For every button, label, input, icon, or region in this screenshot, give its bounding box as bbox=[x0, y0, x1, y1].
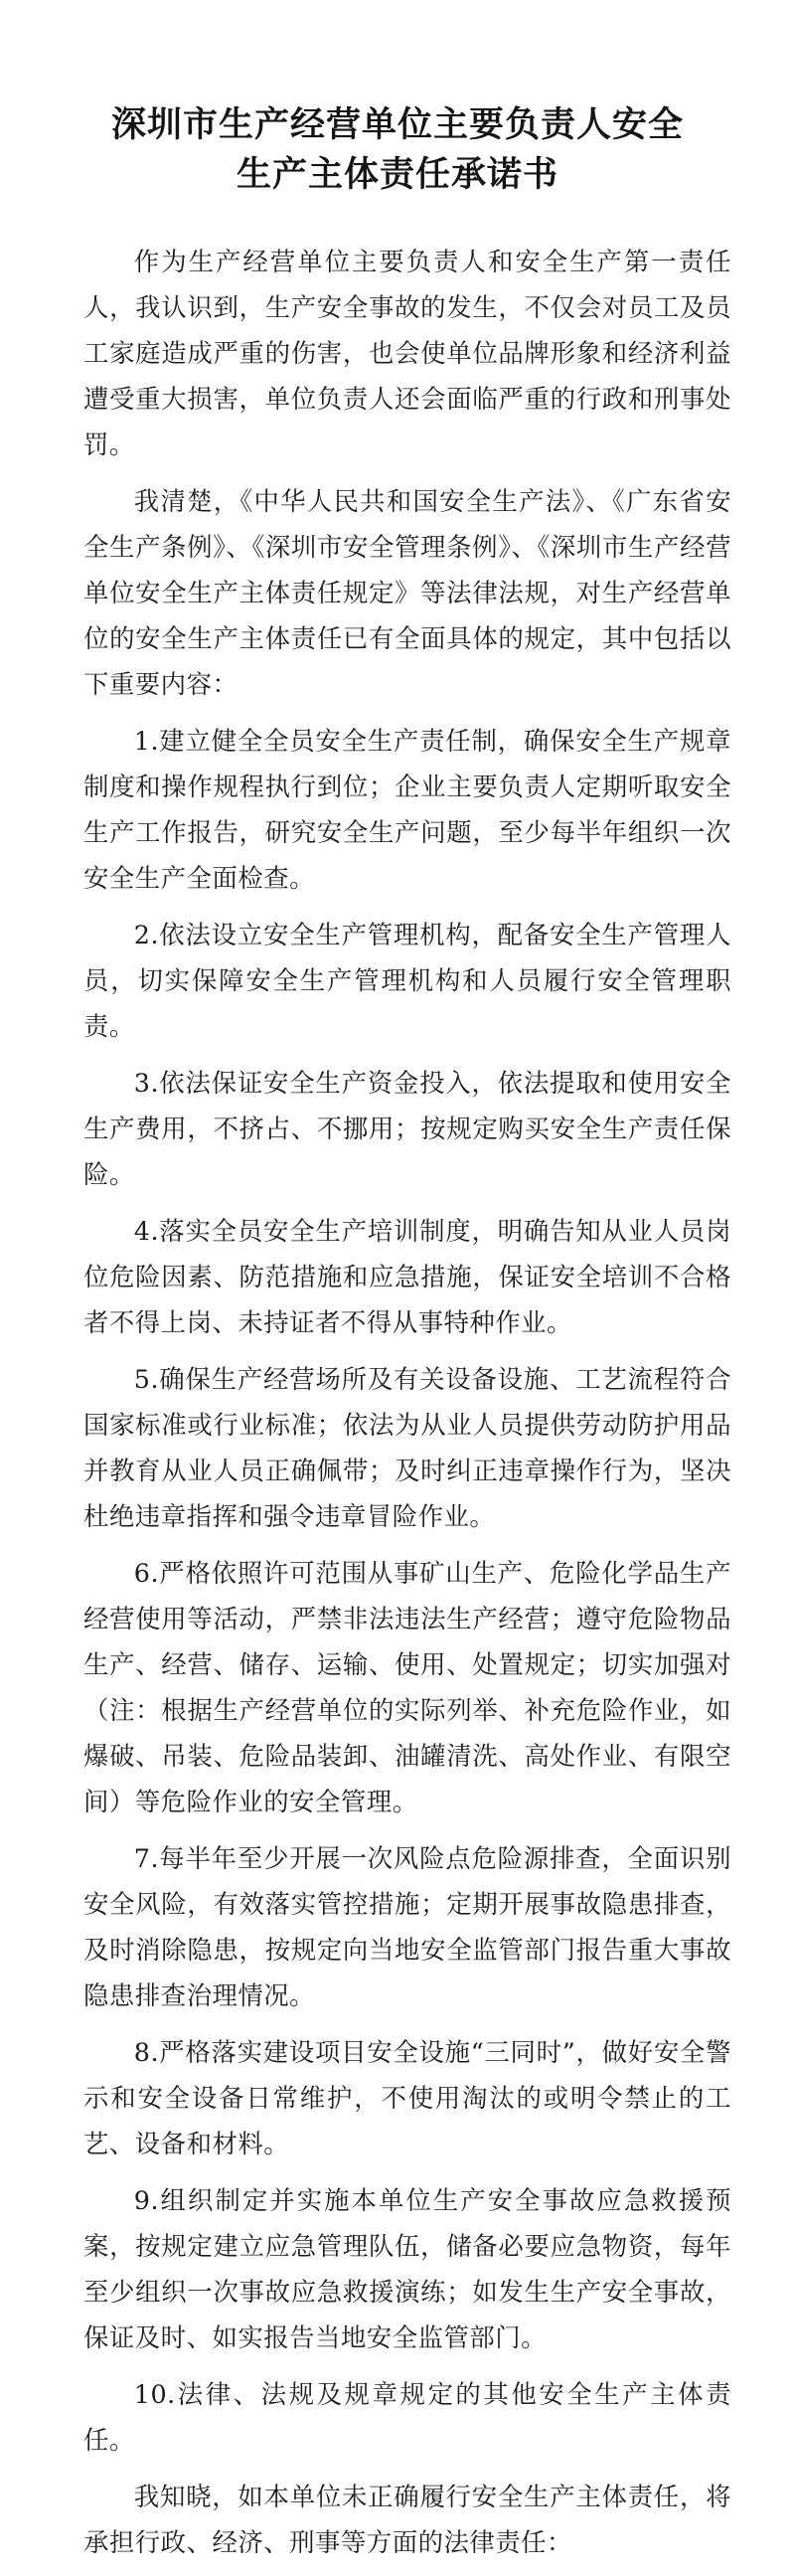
clause-2-paragraph: 2.依法设立安全生产管理机构，配备安全生产管理人员，切实保障安全生产管理机构和人员履行安全管理职责。 bbox=[83, 920, 731, 1041]
laws-paragraph: 我清楚，《中华人民共和国安全生产法》、《广东省安全生产条例》、《深圳市安全管理条例》、《深圳市生产经营单位安全生产主体责任规定》等法律法规，对生产经营单位的安全生产主体责任已有全面具体的规定，其中包括以下重要内容： bbox=[83, 486, 731, 699]
document-title-line-2: 生产主体责任承诺书 bbox=[236, 155, 558, 195]
clause-1-paragraph: 1.建立健全全员安全生产责任制，确保安全生产规章制度和操作规程执行到位；企业主要负责人定期听取安全生产工作报告，研究安全生产问题，至少每半年组织一次安全生产全面检查。 bbox=[83, 726, 731, 893]
acknowledgement-paragraph: 我知晓，如本单位未正确履行安全生产主体责任，将承担行政、经济、刑事等方面的法律责任： bbox=[83, 2482, 731, 2557]
clause-7-paragraph: 7.每半年至少开展一次风险点危险源排查，全面识别安全风险，有效落实管控措施；定期开展事故隐患排查，及时消除隐患，按规定向当地安全监管部门报告重大事故隐患排查治理情况。 bbox=[83, 1843, 731, 2010]
clause-4-paragraph: 4.落实全员安全生产培训制度，明确告知从业人员岗位危险因素、防范措施和应急措施，保证安全培训不合格者不得上岗、未持证者不得从事特种作业。 bbox=[83, 1216, 731, 1337]
clause-9-paragraph: 9.组织制定并实施本单位生产安全事故应急救援预案，按规定建立应急管理队伍，储备必要应急物资，每年至少组织一次事故应急救援演练；如发生生产安全事故，保证及时、如实报告当地安全监管部门。 bbox=[83, 2185, 731, 2352]
clause-3-paragraph: 3.依法保证安全生产资金投入，依法提取和使用安全生产费用，不挤占、不挪用；按规定购买安全生产责任保险。 bbox=[83, 1068, 731, 1189]
intro-paragraph: 作为生产经营单位主要负责人和安全生产第一责任人，我认识到，生产安全事故的发生，不仅会对员工及员工家庭造成严重的伤害，也会使单位品牌形象和经济利益遭受重大损害，单位负责人还会面临严重的行政和刑事处罚。 bbox=[83, 247, 731, 459]
clause-8-paragraph: 8.严格落实建设项目安全设施“三同时”，做好安全警示和安全设备日常维护，不使用淘汰的或明令禁止的工艺、设备和材料。 bbox=[83, 2037, 731, 2158]
clause-10-paragraph: 10.法律、法规及规章规定的其他安全生产主体责任。 bbox=[83, 2379, 731, 2455]
clause-5-paragraph: 5.确保生产经营场所及有关设备设施、工艺流程符合国家标准或行业标准；依法为从业人员提供劳动防护用品并教育从业人员正确佩带；及时纠正违章操作行为，坚决杜绝违章指挥和强令违章冒险作业。 bbox=[83, 1364, 731, 1531]
document-body bbox=[83, 239, 731, 2576]
clause-6-paragraph: 6.严格依照许可范围从事矿山生产、危险化学品生产经营使用等活动，严禁非法违法生产经营；遵守危险物品生产、经营、储存、运输、使用、处置规定；切实加强对（注：根据生产经营单位的实际列举、补充危险作业，如爆破、吊装、危险品装卸、油罐清洗、高处作业、有限空间）等危险作业的安全管理。 bbox=[83, 1558, 731, 1816]
document-title-line-1: 深圳市生产经营单位主要负责人安全 bbox=[110, 105, 684, 145]
